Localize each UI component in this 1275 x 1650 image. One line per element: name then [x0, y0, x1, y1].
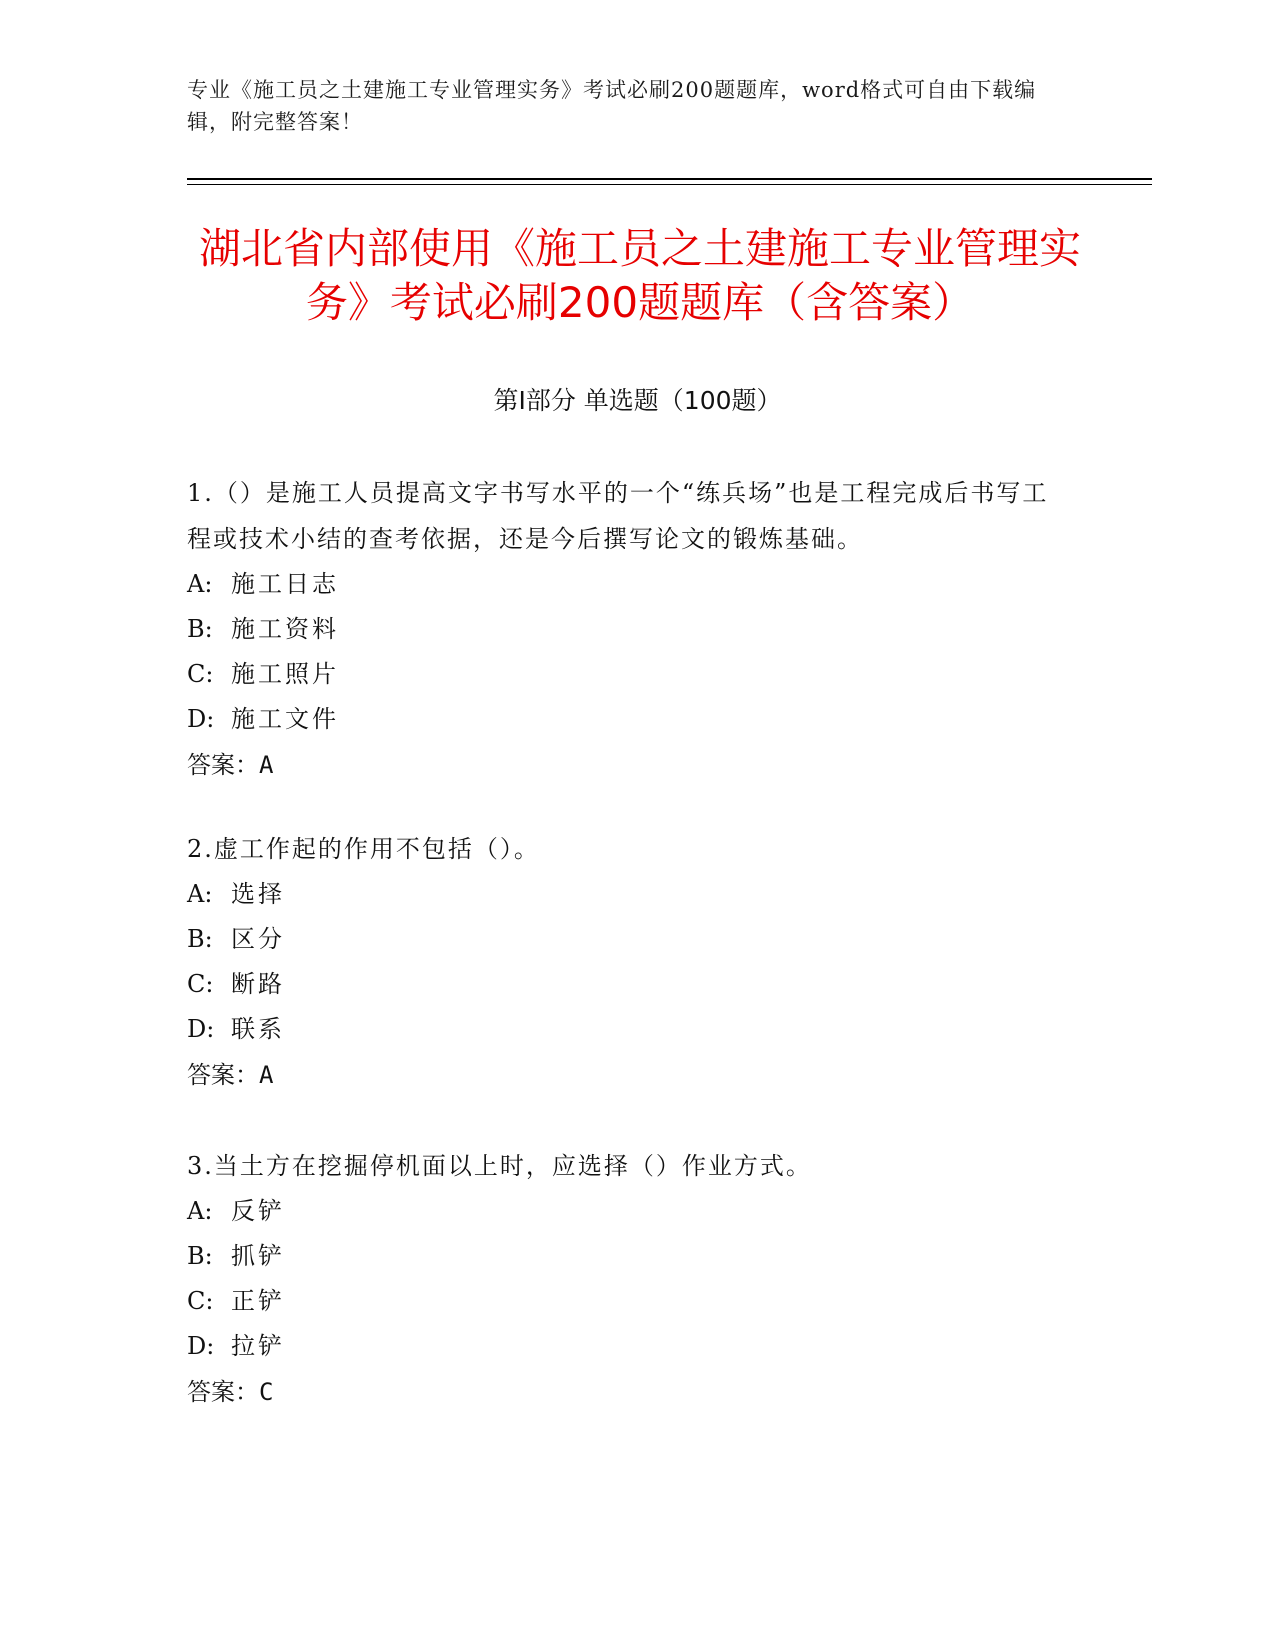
answer-label: 答案：: [187, 1061, 259, 1089]
header-divider-thin: [187, 184, 1152, 185]
option-letter: A:: [187, 1197, 213, 1225]
option-a: [187, 1189, 1067, 1234]
answer-line: [187, 1052, 1067, 1098]
option-d: [187, 1007, 1067, 1052]
option-text: 施工照片: [231, 660, 339, 688]
option-b: [187, 917, 1067, 962]
option-letter: B:: [187, 615, 213, 643]
option-letter: D:: [187, 705, 215, 733]
question-stem: 3.当土方在挖掘停机面以上时，应选择（）作业方式。: [187, 1152, 812, 1180]
option-b: [187, 1234, 1067, 1279]
option-letter: B:: [187, 1242, 213, 1270]
option-c: [187, 652, 1067, 697]
option-c: [187, 962, 1067, 1007]
option-text: 反铲: [231, 1197, 285, 1225]
option-a: [187, 872, 1067, 917]
answer-value: C: [259, 1378, 274, 1406]
answer-label: 答案：: [187, 751, 259, 779]
header-note: 专业《施工员之土建施工专业管理实务》考试必刷200题题库，word格式可自由下载编辑，附完整答案！: [187, 78, 1037, 134]
question-1: [187, 470, 1067, 788]
question-3: [187, 1143, 1067, 1415]
option-d: [187, 1324, 1067, 1369]
answer-line: [187, 742, 1067, 788]
option-letter: C:: [187, 1287, 214, 1315]
header-divider-thick: [187, 178, 1152, 180]
option-letter: A:: [187, 880, 213, 908]
question-stem: 2.虚工作起的作用不包括（）。: [187, 835, 540, 863]
option-letter: C:: [187, 660, 214, 688]
option-text: 正铲: [231, 1287, 285, 1315]
option-text: 施工日志: [231, 570, 339, 598]
option-text: 联系: [231, 1015, 285, 1043]
option-letter: D:: [187, 1332, 215, 1360]
option-text: 选择: [231, 880, 285, 908]
answer-value: A: [259, 751, 274, 779]
answer-label: 答案：: [187, 1378, 259, 1406]
option-letter: D:: [187, 1015, 215, 1043]
document-title: 湖北省内部使用《施工员之土建施工专业管理实务》考试必刷200题题库（含答案）: [198, 224, 1081, 327]
option-letter: C:: [187, 970, 214, 998]
answer-value: A: [259, 1061, 274, 1089]
option-text: 区分: [231, 925, 285, 953]
section-heading: 第I部分 单选题（100题）: [493, 386, 782, 415]
option-letter: B:: [187, 925, 213, 953]
option-b: [187, 607, 1067, 652]
question-2: [187, 826, 1067, 1098]
option-d: [187, 697, 1067, 742]
question-stem: 1.（）是施工人员提高文字书写水平的一个“练兵场”也是工程完成后书写工程或技术小结的查考依据，还是今后撰写论文的锻炼基础。: [187, 479, 1049, 553]
option-text: 拉铲: [231, 1332, 285, 1360]
option-text: 施工资料: [231, 615, 339, 643]
option-a: [187, 562, 1067, 607]
option-letter: A:: [187, 570, 213, 598]
option-c: [187, 1279, 1067, 1324]
option-text: 施工文件: [231, 705, 339, 733]
option-text: 断路: [231, 970, 285, 998]
option-text: 抓铲: [231, 1242, 285, 1270]
answer-line: [187, 1369, 1067, 1415]
